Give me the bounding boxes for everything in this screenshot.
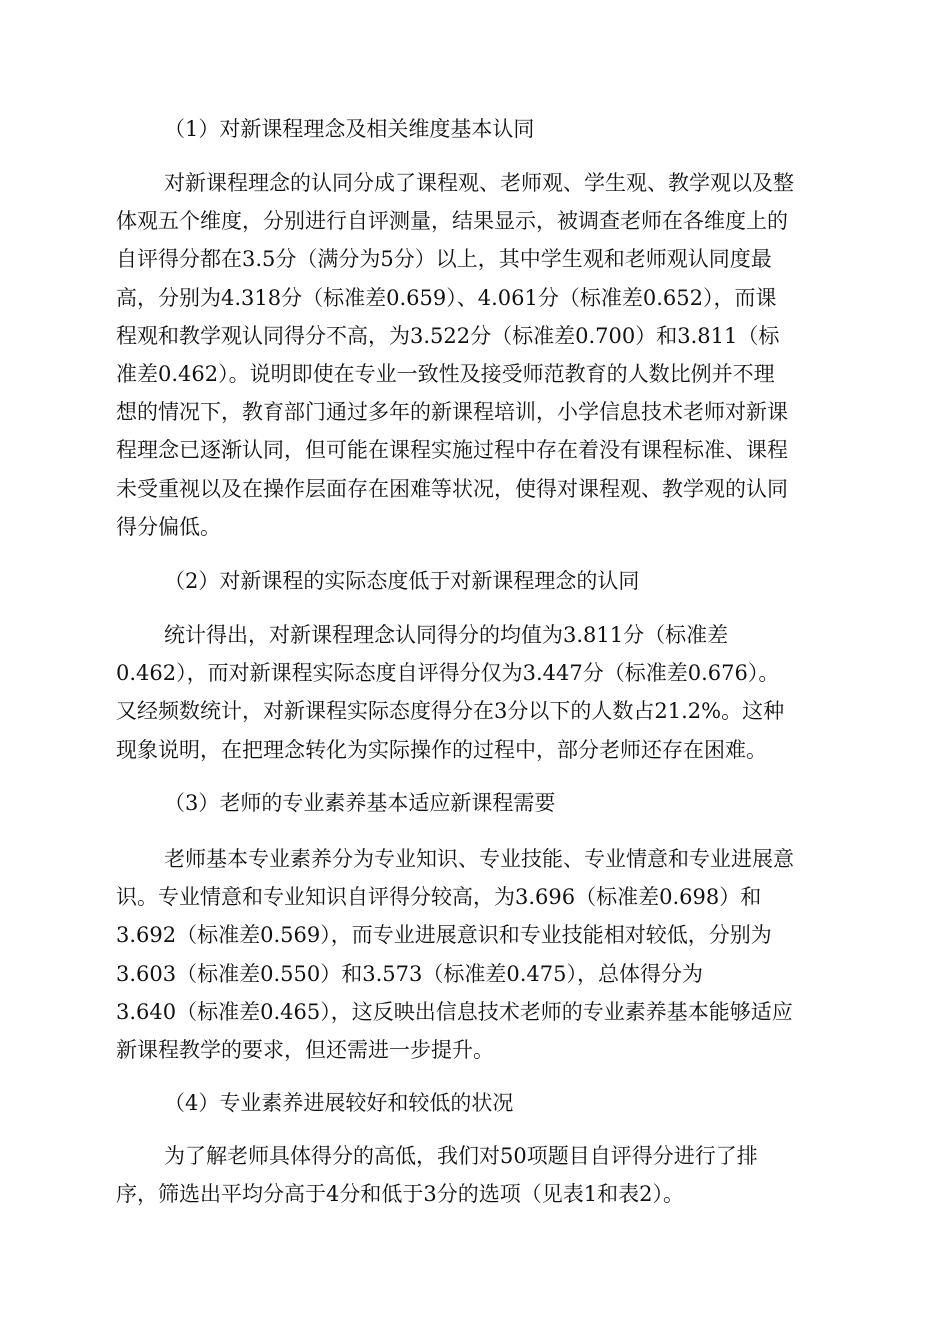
paragraph-line: 准差0.462）。说明即使在专业一致性及接受师范教育的人数比例并不理 [116,361,775,386]
paragraph-line: 为了解老师具体得分的高低，我们对50项题目自评得分进行了排 [164,1144,758,1168]
paragraph-line: 0.462），而对新课程实际态度自评得分仅为3.447分（标准差0.676）。 [116,661,780,686]
section-paragraph-4 [116,1137,834,1213]
paragraph-line: 未受重视以及在操作层面存在困难等状况，使得对课程观、教学观的认同 [116,476,788,501]
section-paragraph-2 [116,616,834,769]
paragraph-line: 想的情况下，教育部门通过多年的新课程培训，小学信息技术老师对新课 [116,400,788,425]
paragraph-line: 序，筛选出平均分高于4分和低于3分的选项（见表1和表2）。 [116,1182,684,1207]
paragraph-line: 新课程教学的要求，但还需进一步提升。 [116,1037,494,1062]
paragraph-line: 3.603（标准差0.550）和3.573（标准差0.475），总体得分为 [116,961,703,986]
paragraph-line: 高，分别为4.318分（标准差0.659）、4.061分（标准差0.652），而课 [116,285,777,310]
paragraph-line: 3.640（标准差0.465），这反映出信息技术老师的专业素养基本能够适应 [116,999,793,1024]
paragraph-line: 统计得出，对新课程理念认同得分的均值为3.811分（标准差 [164,623,729,647]
paragraph-line: 程观和教学观认同得分不高，为3.522分（标准差0.700）和3.811（标 [116,323,780,348]
paragraph-line: 自评得分都在3.5分（满分为5分）以上，其中学生观和老师观认同度最 [116,247,772,272]
paragraph-line: 体观五个维度，分别进行自评测量，结果显示，被调查老师在各维度上的 [116,209,788,234]
section-paragraph-1 [116,164,834,546]
section-paragraph-3 [116,840,834,1069]
paragraph-line: 又经频数统计，对新课程实际态度得分在3分以下的人数占21.2%。这种 [116,699,785,724]
paragraph-line: 程理念已逐渐认同，但可能在课程实施过程中存在着没有课程标准、课程 [116,438,788,463]
paragraph-line: 3.692（标准差0.569），而专业进展意识和专业技能相对较低，分别为 [116,923,772,948]
section-heading-4: （4）专业素养进展较好和较低的状况 [164,1091,514,1115]
paragraph-line: 对新课程理念的认同分成了课程观、老师观、学生观、教学观以及整 [164,171,794,195]
section-heading-1: （1）对新课程理念及相关维度基本认同 [164,117,535,141]
paragraph-line: 识。专业情意和专业知识自评得分较高，为3.696（标准差0.698）和 [116,885,762,910]
paragraph-line: 现象说明，在把理念转化为实际操作的过程中，部分老师还存在困难。 [116,737,767,762]
paragraph-line: 老师基本专业素养分为专业知识、专业技能、专业情意和专业进展意 [164,847,794,871]
section-heading-2: （2）对新课程的实际态度低于对新课程理念的认同 [164,569,640,593]
section-heading-3: （3）老师的专业素养基本适应新课程需要 [164,791,556,815]
paragraph-line: 得分偏低。 [116,514,221,539]
